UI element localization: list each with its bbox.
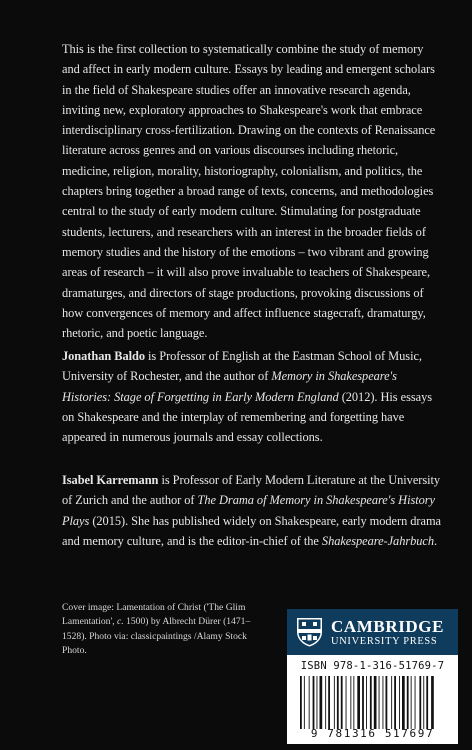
barcode-bar [407, 676, 409, 729]
journal-title: Shakespeare-Jahrbuch [321, 533, 435, 548]
barcode [297, 676, 447, 729]
publisher-name: CAMBRIDGE [331, 617, 445, 636]
barcode-bar [334, 676, 335, 729]
bio-text: is Professor of English at the Eastman School of Music, University of Rochester, and the author of [62, 349, 422, 384]
barcode-bar [366, 676, 367, 729]
barcode-bar [320, 676, 323, 729]
barcode-bar [391, 676, 392, 729]
barcode-bar [379, 676, 380, 729]
publisher-block [287, 609, 458, 744]
barcode-bar [370, 676, 372, 729]
bio-text: (2012). His essays on Shakespeare and the interplay of remembering and forgetting have appeared in numerous journals and essay collections. [62, 389, 432, 445]
barcode-bar [383, 676, 384, 729]
bio-text: is Professor of Early Modern Literature at the University of Zurich and the author of [62, 473, 441, 508]
barcode-bar [353, 676, 354, 729]
author-name-baldo: Jonathan Baldo [62, 349, 145, 363]
barcode-bar [402, 676, 405, 729]
barcode-bar [300, 676, 302, 729]
barcode-bar [337, 676, 339, 729]
bio-text: (2015). She has published widely on Shakespeare, early modern drama and memory culture, and is the editor-in-chief of the [62, 513, 441, 548]
barcode-bar [419, 676, 421, 729]
isbn-text: ISBN 978-1-316-51769-7 [300, 660, 445, 672]
barcode-bar [313, 676, 315, 729]
cover-image-credit [62, 601, 252, 659]
book-title: Memory in Shakespeare's Histories: Stage of Forgetting in Early Modern England [62, 369, 397, 404]
barcode-bar [411, 676, 412, 729]
author-name-karremann: Isabel Karremann [62, 473, 159, 487]
barcode-bar [350, 676, 351, 729]
barcode-bar [399, 676, 400, 729]
author-bio-karremann [62, 470, 442, 551]
barcode-bar [309, 676, 310, 729]
barcode-bar [386, 676, 388, 729]
barcode-bar [394, 676, 396, 729]
barcode-bar [328, 676, 330, 729]
book-title: The Drama of Memory in Shakespeare's History Plays [62, 493, 435, 528]
credit-circa: c. [117, 616, 124, 628]
credit-text: Cover image: Lamentation of Christ ('The Glim Lamentation', [62, 602, 246, 628]
barcode-bar [423, 676, 424, 729]
description-blurb: This is the first collection to systematically combine the study of memory and affect in early modern culture. Essays by leading and emergent scholars in the field of Shakespeare studies offer an innovative research agenda, inviting new, exploratory approaches to Shakespeare's work that embrace interdisciplinary cross-fertilization. Drawing on the contexts of Renaissance literature across genres and on various discourses including rhetoric, medicine, religion, morality, historiography, colonialism, and politics, the chapters bring together a broad range of texts, concerns, and methodologies central to the study of early modern culture. Stimulating for postgraduate students, lecturers, and researchers with an interest in the broader fields of memory studies and the history of the emotions – two vibrant and growing areas of research – it will also prove invaluable to teachers of Shakespeare, dramaturges, and directors of stage productions, provoking discussions of how convergences of memory and affect influence stagecraft, dramaturgy, rhetoric, and poetic language. [62, 42, 436, 341]
barcode-bar [317, 676, 318, 729]
barcode-bar [415, 676, 416, 729]
barcode-bar [426, 676, 428, 729]
barcode-bar [325, 676, 326, 729]
cambridge-crest-icon [296, 617, 323, 647]
barcode-bar [362, 676, 364, 729]
barcode-bar [341, 676, 343, 729]
bio-text: . [434, 533, 438, 548]
barcode-bar [357, 676, 360, 729]
publisher-press: UNIVERSITY PRESS [331, 636, 438, 647]
barcode-bar [346, 676, 347, 729]
publisher-logo [287, 609, 458, 655]
barcode-bar [431, 676, 434, 729]
barcode-digits: 9 781316 517697 [310, 727, 435, 740]
author-bio-baldo [62, 346, 442, 447]
credit-text: 1500) by Albrecht Dürer (1471–1528). Photo via: classicpaintings /Alamy Stock Photo. [62, 616, 251, 657]
barcode-bar [374, 676, 377, 729]
barcode-bar [304, 676, 305, 729]
